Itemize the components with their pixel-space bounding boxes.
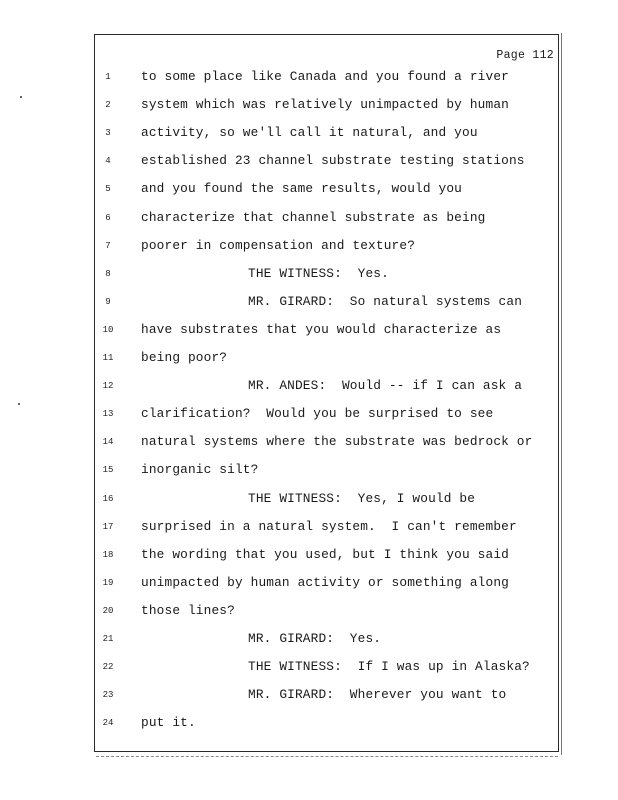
line-text: inorganic silt? (141, 462, 259, 478)
transcript-line (0, 659, 618, 679)
transcript-line (0, 631, 618, 651)
transcript-line (0, 350, 618, 370)
line-text: put it. (141, 715, 196, 731)
line-text: MR. GIRARD: Yes. (248, 631, 382, 646)
transcript-line (0, 603, 618, 623)
line-number: 24 (102, 718, 114, 729)
transcript-line (0, 715, 618, 735)
transcript-line (0, 210, 618, 230)
transcript-line (0, 69, 618, 89)
line-number: 17 (102, 521, 114, 532)
line-text: poorer in compensation and texture? (141, 237, 416, 253)
line-number: 15 (102, 465, 114, 476)
line-number: 7 (105, 240, 111, 251)
line-text: characterize that channel substrate as being (141, 209, 486, 225)
scan-speck (18, 403, 20, 405)
line-text: unimpacted by human activity or something along (141, 574, 509, 590)
transcript-line (0, 97, 618, 117)
line-number: 23 (102, 690, 114, 701)
line-text: system which was relatively unimpacted by human (141, 97, 509, 113)
line-number: 8 (105, 268, 111, 279)
line-number: 5 (105, 184, 111, 195)
line-number: 9 (105, 296, 111, 307)
line-text: natural systems where the substrate was bedrock or (141, 434, 533, 450)
line-text: the wording that you used, but I think you said (141, 546, 509, 562)
line-text: and you found the same results, would you (141, 181, 463, 197)
transcript-line (0, 294, 618, 314)
page-bottom-rule (96, 756, 558, 757)
line-text: MR. GIRARD: Wherever you want to (248, 687, 507, 703)
line-number: 11 (102, 353, 114, 363)
transcript-line (0, 238, 618, 258)
line-number: 10 (102, 324, 114, 335)
transcript-line (0, 687, 618, 707)
line-number: 18 (102, 549, 114, 560)
line-number: 12 (102, 381, 114, 392)
line-number: 21 (102, 634, 114, 644)
transcript-line (0, 153, 618, 173)
transcript-line (0, 491, 618, 511)
line-number: 1 (105, 72, 111, 82)
line-text: THE WITNESS: Yes, I would be (248, 490, 476, 506)
line-text: THE WITNESS: If I was up in Alaska? (248, 659, 530, 675)
page-number-label: Page 112 (496, 49, 554, 62)
line-number: 4 (105, 156, 111, 167)
line-text: established 23 channel substrate testing stations (141, 153, 525, 169)
line-number: 14 (102, 437, 114, 448)
line-number: 20 (102, 605, 114, 616)
line-text: have substrates that you would characterize as (141, 321, 502, 337)
line-number: 6 (105, 212, 111, 223)
line-text: MR. GIRARD: So natural systems can (248, 293, 523, 309)
line-number: 16 (102, 493, 114, 504)
line-text: to some place like Canada and you found a river (141, 69, 509, 84)
transcript-line (0, 266, 618, 286)
transcript-line (0, 462, 618, 482)
line-text: MR. ANDES: Would -- if I can ask a (248, 378, 523, 394)
line-number: 2 (105, 100, 111, 111)
transcript-line (0, 519, 618, 539)
line-number: 3 (105, 128, 111, 139)
line-text: activity, so we'll call it natural, and you (141, 125, 478, 141)
transcript-line (0, 125, 618, 145)
line-number: 22 (102, 662, 114, 673)
line-text: THE WITNESS: Yes. (248, 265, 389, 281)
transcript-line (0, 434, 618, 454)
line-text: those lines? (141, 602, 235, 618)
transcript-line (0, 406, 618, 426)
transcript-line (0, 575, 618, 595)
line-text: clarification? Would you be surprised to see (141, 406, 494, 422)
transcript-line (0, 378, 618, 398)
transcript-line (0, 181, 618, 201)
line-number: 13 (102, 409, 114, 420)
line-text: being poor? (141, 350, 228, 365)
transcript-line (0, 547, 618, 567)
line-number: 19 (102, 577, 114, 588)
transcript-line (0, 322, 618, 342)
line-text: surprised in a natural system. I can't remember (141, 518, 517, 534)
